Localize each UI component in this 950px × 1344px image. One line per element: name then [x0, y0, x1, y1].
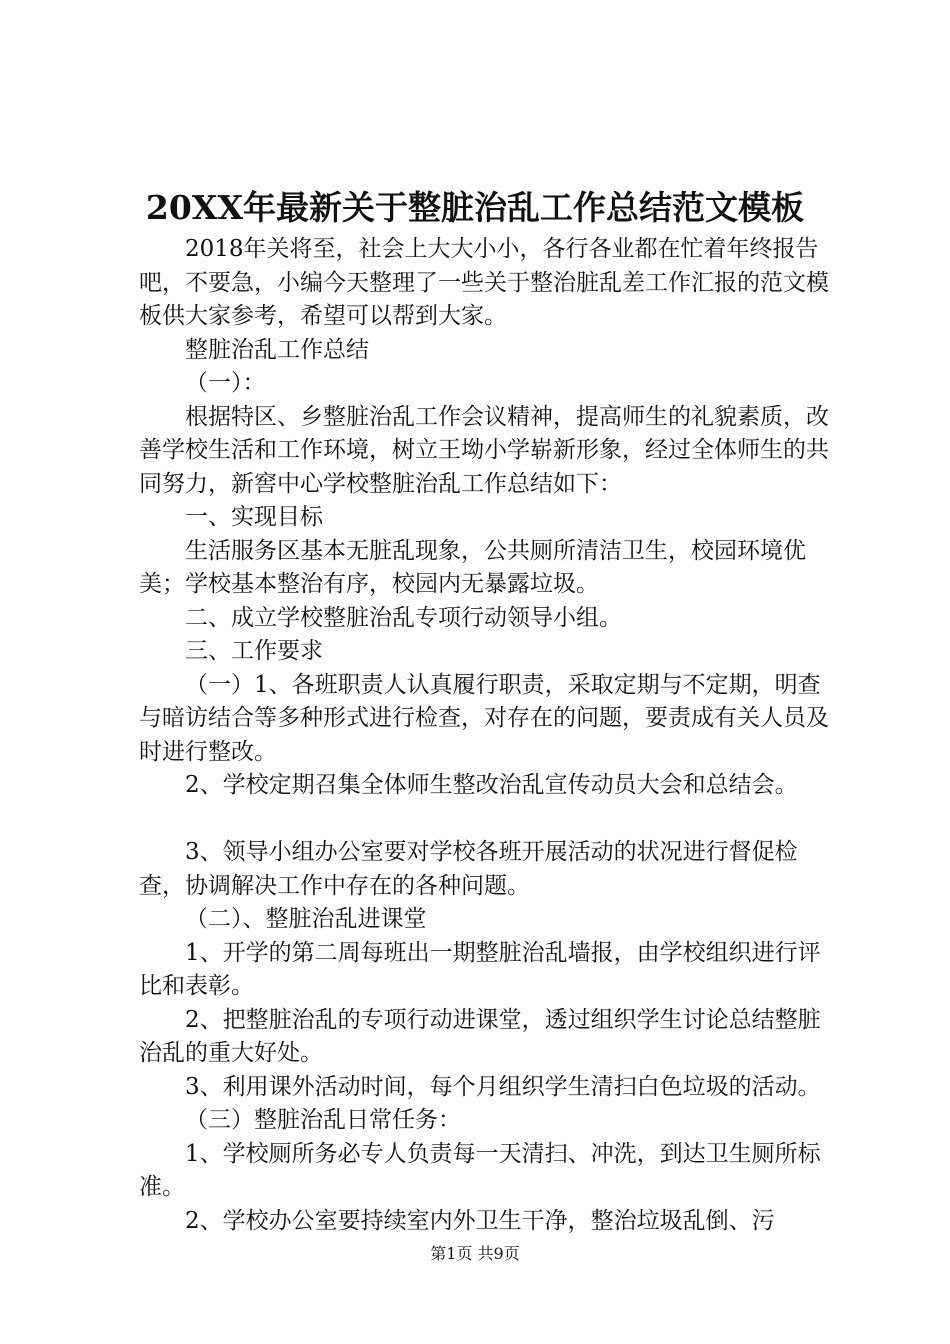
paragraph: 二、成立学校整脏治乱专项行动领导小组。 — [185, 604, 622, 631]
paragraph: （三）整脏治乱日常任务： — [185, 1107, 461, 1133]
paragraph: 三、工作要求 — [185, 638, 323, 664]
paragraph: 3、领导小组办公室要对学校各班开展活动的状况进行督促检查，协调解决工作中存在的各种问题。 — [139, 839, 798, 899]
document-body — [139, 233, 839, 1238]
paragraph: 2018年关将至，社会上大大小小，各行各业都在忙着年终报告吧，不要急，小编今天整理了一些关于整治脏乱差工作汇报的范文模板供大家参考，希望可以帮到大家。 — [139, 236, 829, 329]
document-title: 20XX年最新关于整脏治乱工作总结范文模板 — [145, 188, 805, 227]
paragraph: 3、利用课外活动时间，每个月组织学生清扫白色垃圾的活动。 — [185, 1073, 821, 1100]
page-number: 第1页 共9页 — [430, 1244, 520, 1263]
paragraph: 1、学校厕所务必专人负责每一天清扫、冲洗，到达卫生厕所标准。 — [139, 1140, 821, 1200]
paragraph: （一）： — [185, 370, 266, 396]
paragraph: 2、学校办公室要持续室内外卫生干净，整治垃圾乱倒、污 — [185, 1207, 775, 1234]
paragraph: 2、学校定期召集全体师生整改治乱宣传动员大会和总结会。 — [185, 772, 798, 798]
paragraph: 生活服务区基本无脏乱现象，公共厕所清洁卫生，校园环境优美；学校基本整治有序，校园内无暴露垃圾。 — [139, 537, 806, 597]
paragraph: 2、把整脏治乱的专项行动进课堂，透过组织学生讨论总结整脏治乱的重大好处。 — [139, 1006, 821, 1066]
paragraph: 一、实现目标 — [185, 504, 323, 530]
section-heading: 整脏治乱工作总结 — [185, 336, 369, 363]
paragraph: （二）、整脏治乱进课堂 — [185, 906, 427, 932]
paragraph: （一）1、各班职责人认真履行职责，采取定期与不定期，明查与暗访结合等多种形式进行检查，对存在的问题，要责成有关人员及时进行整改。 — [139, 671, 829, 765]
paragraph: 根据特区、乡整脏治乱工作会议精神，提高师生的礼貌素质，改善学校生活和工作环境，树立王坳小学崭新形象，经过全体师生的共同努力，新窖中心学校整脏治乱工作总结如下： — [139, 403, 829, 497]
paragraph: 1、开学的第二周每班出一期整脏治乱墙报，由学校组织进行评比和表彰。 — [139, 939, 821, 999]
